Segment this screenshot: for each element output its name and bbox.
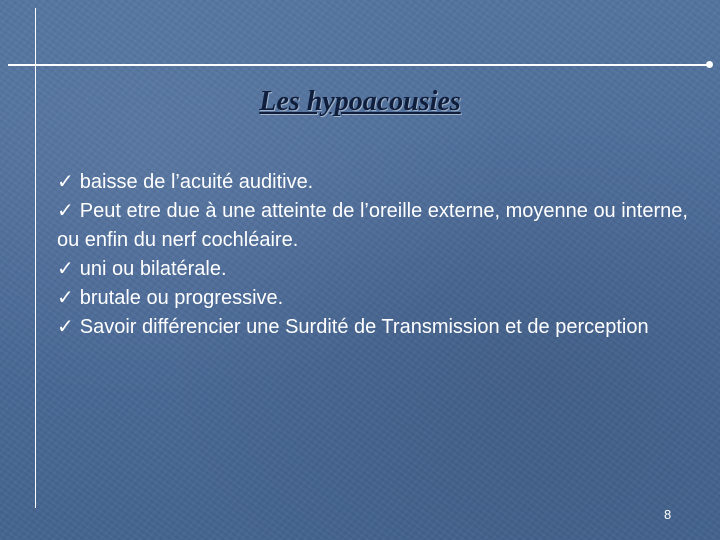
bullet-item: [57, 168, 707, 197]
check-icon: ✓: [57, 171, 74, 193]
bullet-text: uni ou bilatérale.: [79, 258, 227, 280]
page-number: 8: [664, 507, 672, 522]
vertical-rule: [35, 8, 36, 508]
check-icon: ✓: [57, 200, 74, 222]
bullet-list: [57, 168, 707, 342]
bullet-item: [57, 284, 707, 313]
check-icon: ✓: [57, 258, 74, 280]
bullet-text: baisse de l’acuité auditive.: [79, 171, 314, 193]
bullet-text: Peut etre due à une atteinte de l’oreille externe, moyenne ou interne, ou enfin du nerf cochléaire.: [57, 200, 688, 251]
bullet-item: [57, 197, 707, 255]
horizontal-rule: [8, 64, 712, 66]
rule-end-dot: [706, 61, 713, 68]
slide-title: Les hypoacousies: [259, 86, 461, 117]
bullet-item: [57, 313, 707, 342]
check-icon: ✓: [57, 287, 74, 309]
bullet-text: brutale ou progressive.: [79, 287, 284, 309]
bullet-item: [57, 255, 707, 284]
bullet-text: Savoir différencier une Surdité de Transmission et de perception: [79, 316, 649, 338]
check-icon: ✓: [57, 316, 74, 338]
